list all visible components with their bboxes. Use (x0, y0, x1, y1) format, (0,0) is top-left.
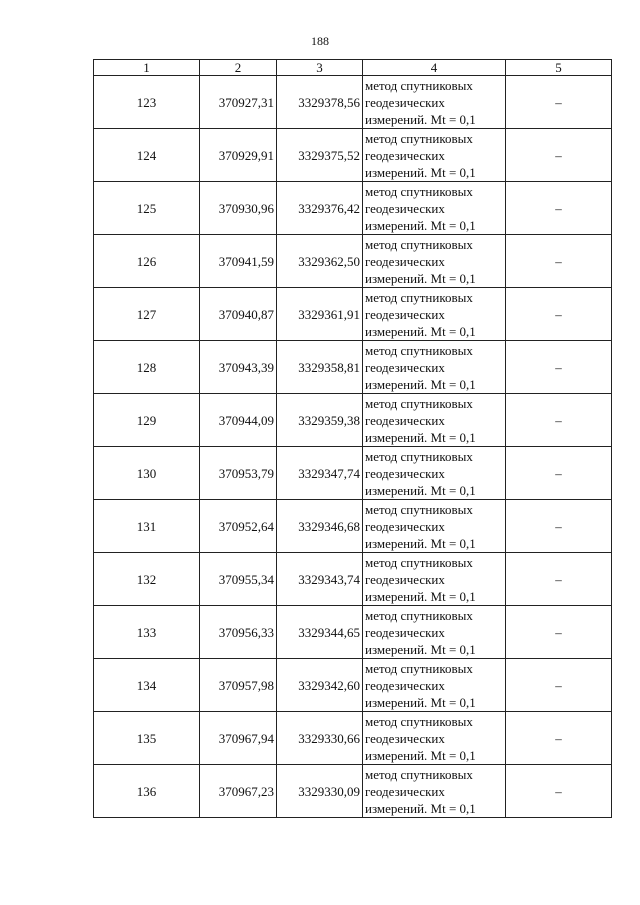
column-header-2: 2 (200, 60, 277, 76)
x-coordinate-cell: 370953,79 (200, 447, 277, 500)
table-row (94, 447, 612, 500)
method-line-1: метод спутниковых (365, 342, 473, 358)
method-line-3: измерений. Mt = 0,1 (365, 323, 476, 339)
note-cell: – (506, 288, 612, 341)
y-coordinate-cell: 3329375,52 (277, 129, 363, 182)
y-coordinate-cell: 3329361,91 (277, 288, 363, 341)
point-number-cell: 126 (94, 235, 200, 288)
table-row (94, 606, 612, 659)
method-line-2: геодезических (365, 94, 445, 110)
method-cell (363, 182, 506, 235)
method-cell (363, 765, 506, 818)
x-coordinate-cell: 370944,09 (200, 394, 277, 447)
method-cell (363, 288, 506, 341)
note-cell: – (506, 129, 612, 182)
method-cell (363, 447, 506, 500)
method-cell (363, 76, 506, 129)
table-row (94, 500, 612, 553)
method-line-2: геодезических (365, 147, 445, 163)
y-coordinate-cell: 3329343,74 (277, 553, 363, 606)
method-line-3: измерений. Mt = 0,1 (365, 641, 476, 657)
x-coordinate-cell: 370940,87 (200, 288, 277, 341)
x-coordinate-cell: 370929,91 (200, 129, 277, 182)
method-line-2: геодезических (365, 571, 445, 587)
column-header-3: 3 (277, 60, 363, 76)
method-line-2: геодезических (365, 412, 445, 428)
point-number-cell: 133 (94, 606, 200, 659)
note-cell: – (506, 394, 612, 447)
y-coordinate-cell: 3329362,50 (277, 235, 363, 288)
method-cell (363, 394, 506, 447)
y-coordinate-cell: 3329342,60 (277, 659, 363, 712)
method-line-3: измерений. Mt = 0,1 (365, 747, 476, 763)
table-row (94, 76, 612, 129)
y-coordinate-cell: 3329359,38 (277, 394, 363, 447)
table-row (94, 659, 612, 712)
method-cell (363, 606, 506, 659)
method-line-3: измерений. Mt = 0,1 (365, 217, 476, 233)
y-coordinate-cell: 3329347,74 (277, 447, 363, 500)
method-line-2: геодезических (365, 253, 445, 269)
point-number-cell: 131 (94, 500, 200, 553)
method-line-2: геодезических (365, 783, 445, 799)
method-line-3: измерений. Mt = 0,1 (365, 535, 476, 551)
table-row (94, 129, 612, 182)
table-row (94, 341, 612, 394)
table-row (94, 712, 612, 765)
method-line-1: метод спутниковых (365, 766, 473, 782)
method-line-3: измерений. Mt = 0,1 (365, 111, 476, 127)
table-row (94, 394, 612, 447)
method-line-2: геодезических (365, 465, 445, 481)
x-coordinate-cell: 370967,94 (200, 712, 277, 765)
method-line-1: метод спутниковых (365, 554, 473, 570)
method-cell (363, 659, 506, 712)
column-header-5: 5 (506, 60, 612, 76)
method-cell (363, 341, 506, 394)
method-line-1: метод спутниковых (365, 395, 473, 411)
table-row (94, 553, 612, 606)
method-line-2: геодезических (365, 677, 445, 693)
method-line-2: геодезических (365, 518, 445, 534)
point-number-cell: 134 (94, 659, 200, 712)
method-line-3: измерений. Mt = 0,1 (365, 800, 476, 816)
method-line-2: геодезических (365, 730, 445, 746)
y-coordinate-cell: 3329330,66 (277, 712, 363, 765)
method-line-2: геодезических (365, 359, 445, 375)
method-line-1: метод спутниковых (365, 289, 473, 305)
x-coordinate-cell: 370955,34 (200, 553, 277, 606)
note-cell: – (506, 447, 612, 500)
method-line-1: метод спутниковых (365, 607, 473, 623)
method-line-1: метод спутниковых (365, 501, 473, 517)
y-coordinate-cell: 3329358,81 (277, 341, 363, 394)
note-cell: – (506, 235, 612, 288)
method-line-2: геодезических (365, 624, 445, 640)
column-header-1: 1 (94, 60, 200, 76)
method-line-3: измерений. Mt = 0,1 (365, 270, 476, 286)
x-coordinate-cell: 370943,39 (200, 341, 277, 394)
table-row (94, 182, 612, 235)
method-line-3: измерений. Mt = 0,1 (365, 694, 476, 710)
point-number-cell: 136 (94, 765, 200, 818)
method-line-1: метод спутниковых (365, 448, 473, 464)
point-number-cell: 123 (94, 76, 200, 129)
point-number-cell: 127 (94, 288, 200, 341)
y-coordinate-cell: 3329378,56 (277, 76, 363, 129)
method-line-3: измерений. Mt = 0,1 (365, 482, 476, 498)
method-cell (363, 553, 506, 606)
table-row (94, 288, 612, 341)
table-row (94, 235, 612, 288)
y-coordinate-cell: 3329346,68 (277, 500, 363, 553)
table-header-row (94, 60, 612, 76)
note-cell: – (506, 659, 612, 712)
x-coordinate-cell: 370930,96 (200, 182, 277, 235)
y-coordinate-cell: 3329330,09 (277, 765, 363, 818)
x-coordinate-cell: 370941,59 (200, 235, 277, 288)
table-row (94, 765, 612, 818)
method-line-1: метод спутниковых (365, 236, 473, 252)
point-number-cell: 130 (94, 447, 200, 500)
table-body (94, 76, 612, 818)
point-number-cell: 128 (94, 341, 200, 394)
point-number-cell: 124 (94, 129, 200, 182)
point-number-cell: 132 (94, 553, 200, 606)
point-number-cell: 135 (94, 712, 200, 765)
note-cell: – (506, 606, 612, 659)
method-line-3: измерений. Mt = 0,1 (365, 588, 476, 604)
column-header-4: 4 (363, 60, 506, 76)
note-cell: – (506, 712, 612, 765)
method-line-3: измерений. Mt = 0,1 (365, 429, 476, 445)
note-cell: – (506, 500, 612, 553)
note-cell: – (506, 553, 612, 606)
y-coordinate-cell: 3329344,65 (277, 606, 363, 659)
method-cell (363, 500, 506, 553)
method-line-3: измерений. Mt = 0,1 (365, 376, 476, 392)
x-coordinate-cell: 370967,23 (200, 765, 277, 818)
x-coordinate-cell: 370952,64 (200, 500, 277, 553)
y-coordinate-cell: 3329376,42 (277, 182, 363, 235)
method-line-2: геодезических (365, 200, 445, 216)
note-cell: – (506, 341, 612, 394)
method-line-1: метод спутниковых (365, 77, 473, 93)
point-number-cell: 125 (94, 182, 200, 235)
coordinates-table (93, 59, 612, 818)
x-coordinate-cell: 370956,33 (200, 606, 277, 659)
note-cell: – (506, 76, 612, 129)
note-cell: – (506, 182, 612, 235)
page-number: 188 (311, 34, 329, 48)
method-cell (363, 235, 506, 288)
point-number-cell: 129 (94, 394, 200, 447)
note-cell: – (506, 765, 612, 818)
method-cell (363, 129, 506, 182)
x-coordinate-cell: 370957,98 (200, 659, 277, 712)
method-line-1: метод спутниковых (365, 660, 473, 676)
x-coordinate-cell: 370927,31 (200, 76, 277, 129)
method-line-1: метод спутниковых (365, 713, 473, 729)
method-cell (363, 712, 506, 765)
method-line-1: метод спутниковых (365, 130, 473, 146)
method-line-1: метод спутниковых (365, 183, 473, 199)
method-line-2: геодезических (365, 306, 445, 322)
method-line-3: измерений. Mt = 0,1 (365, 164, 476, 180)
